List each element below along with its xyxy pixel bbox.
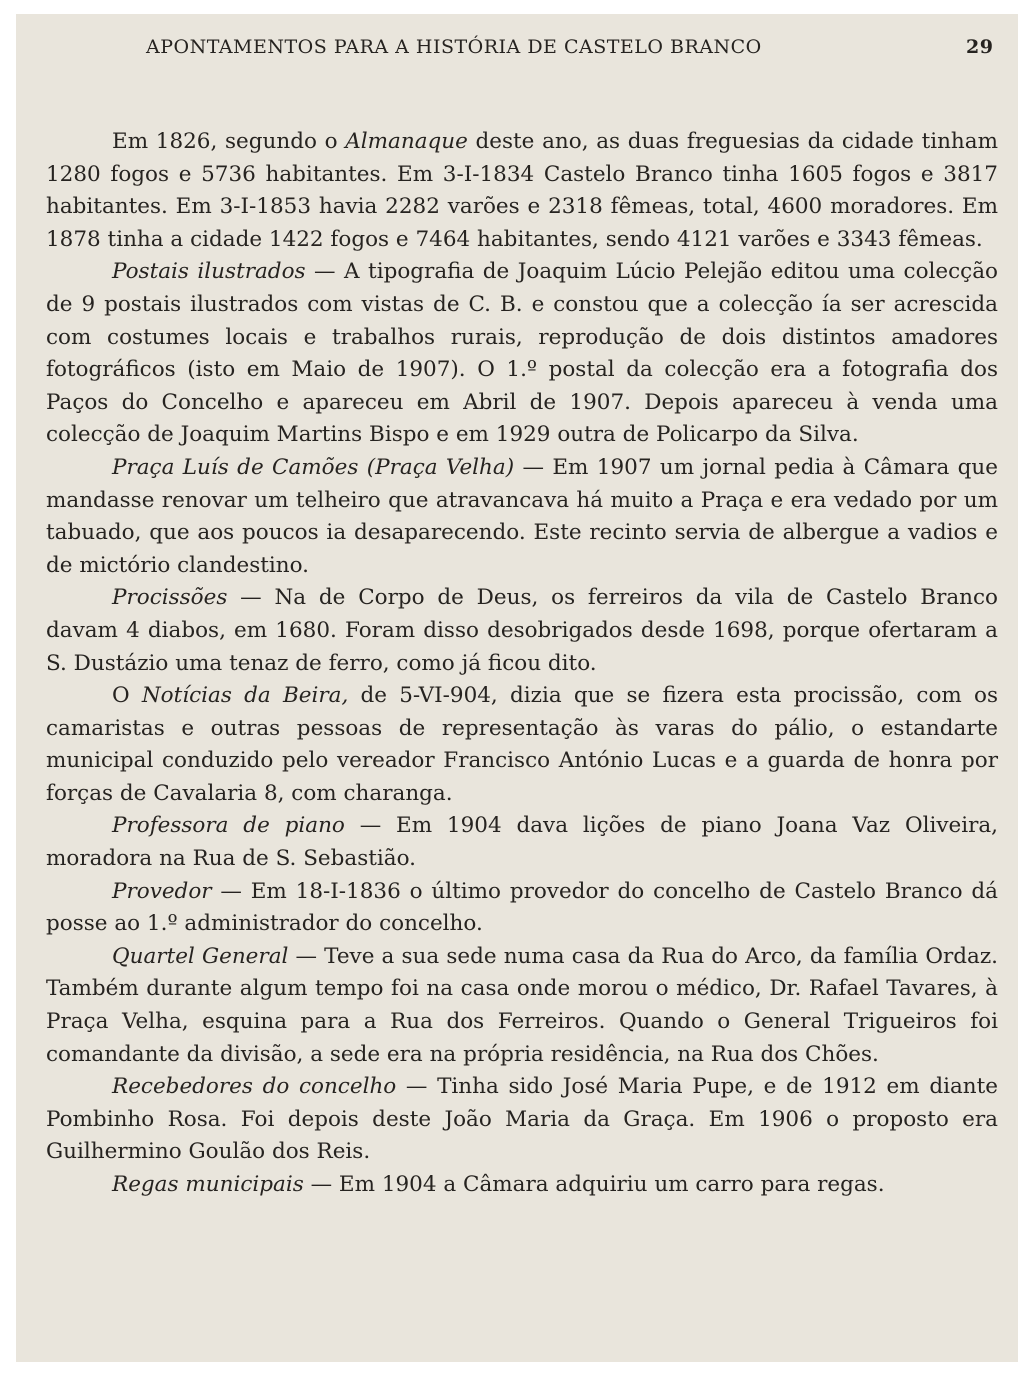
entry-heading: Recebedores do concelho [112,1074,397,1100]
text-run: — Na de Corpo de Deus, os ferreiros da vila de Castelo Branco davam 4 diabos, em 1680. Foram disso desobrigados desde 1698, porque ofertaram a S. Dustázio uma tenaz de ferro, como já ficou dito. [46,585,998,676]
paragraph [46,810,998,875]
text-run: — Em 1904 a Câmara adquiriu um carro para regas. [303,1172,885,1197]
text-run: O [112,683,142,709]
paragraph [46,876,998,941]
paragraph [46,1169,998,1202]
text-run: — Em 1904 dava lições de piano Joana Vaz Oliveira, moradora na Rua de S. Sebastião. [46,813,998,872]
book-page [16,14,1018,1362]
entry-heading: Provedor [112,878,212,904]
italic-title: Almanaque [345,129,468,154]
paragraph [46,1071,998,1169]
text-run: — Em 18-I-1836 o último provedor do concelho de Castelo Branco dá posse ao 1.º administrador do concelho. [46,878,998,937]
paragraph [46,452,998,582]
text-run: — Em 1907 um jornal pedia à Câmara que mandasse renovar um telheiro que atravancava há muito a Praça e era vedado por um tabuado, que aos poucos ia desaparecendo. Este recinto servia de albergue a vadios e de mictório clandestino. [46,454,998,578]
entry-heading: Procissões [112,585,228,611]
text-run: — Teve a sua sede numa casa da Rua do Arco, da família Ordaz. Também durante algum tempo foi na casa onde morou o médico, Dr. Rafael Tavares, à Praça Velha, esquina para a Rua dos Ferreiros. Quando o General Trigueiros foi comandante da divisão, a sede era na própria residência, na Rua dos Chões. [46,943,998,1067]
paragraph [46,256,998,452]
entry-heading: Postais ilustrados [112,259,306,285]
entry-heading: Praça Luís de Camões (Praça Velha) [112,454,515,480]
paragraph [46,941,998,1071]
text-run: — A tipografia de Joaquim Lúcio Pelejão editou uma colecção de 9 postais ilustrados com vistas de C. B. e constou que a colecção ía ser acrescida com costumes locais e trabalhos rurais, reprodução de dois distintos amadores fotográficos (isto em Maio de 1907). O 1.º postal da colecção era a fotografia dos Paços do Concelho e apareceu em Abril de 1907. Depois apareceu à venda uma colecção de Joaquim Martins Bispo e em 1929 outra de Policarpo da Silva. [46,259,998,448]
paragraph [46,680,998,810]
paragraph [46,126,998,256]
text-run: deste ano, as duas freguesias da cidade tinham 1280 fogos e 5736 habitantes. Em 3-I-1834 Castelo Branco tinha 1605 fogos e 3817 habitantes. Em 3-I-1853 havia 2282 varões e 2318 fêmeas, total, 4600 moradores. Em 1878 tinha a cidade 1422 fogos e 7464 habitantes, sendo 4121 varões e 3343 fêmeas. [46,129,998,252]
paragraph [46,582,998,680]
entry-heading: Quartel General [112,943,289,969]
page-number: 29 [966,36,994,58]
entry-heading: Professora de piano [112,813,345,839]
text-run: de 5-VI-904, dizia que se fizera esta procissão, com os camaristas e outras pessoas de representação às varas do pálio, o estandarte municipal conduzido pelo vereador Francisco António Lucas e a guarda de honra por forças de Cavalaria 8, com charanga. [46,683,998,806]
entry-heading: Regas municipais [112,1172,304,1197]
text-run: Em 1826, segundo o [112,129,346,154]
text-run: — Tinha sido José Maria Pupe, e de 1912 em diante Pombinho Rosa. Foi depois deste João Maria da Graça. Em 1906 o proposto era Guilhermino Goulão dos Reis. [46,1074,998,1165]
running-title: APONTAMENTOS PARA A HISTÓRIA DE CASTELO BRANCO [146,36,762,58]
italic-title: Notícias da Beira, [141,683,349,709]
body-text [46,126,998,1202]
